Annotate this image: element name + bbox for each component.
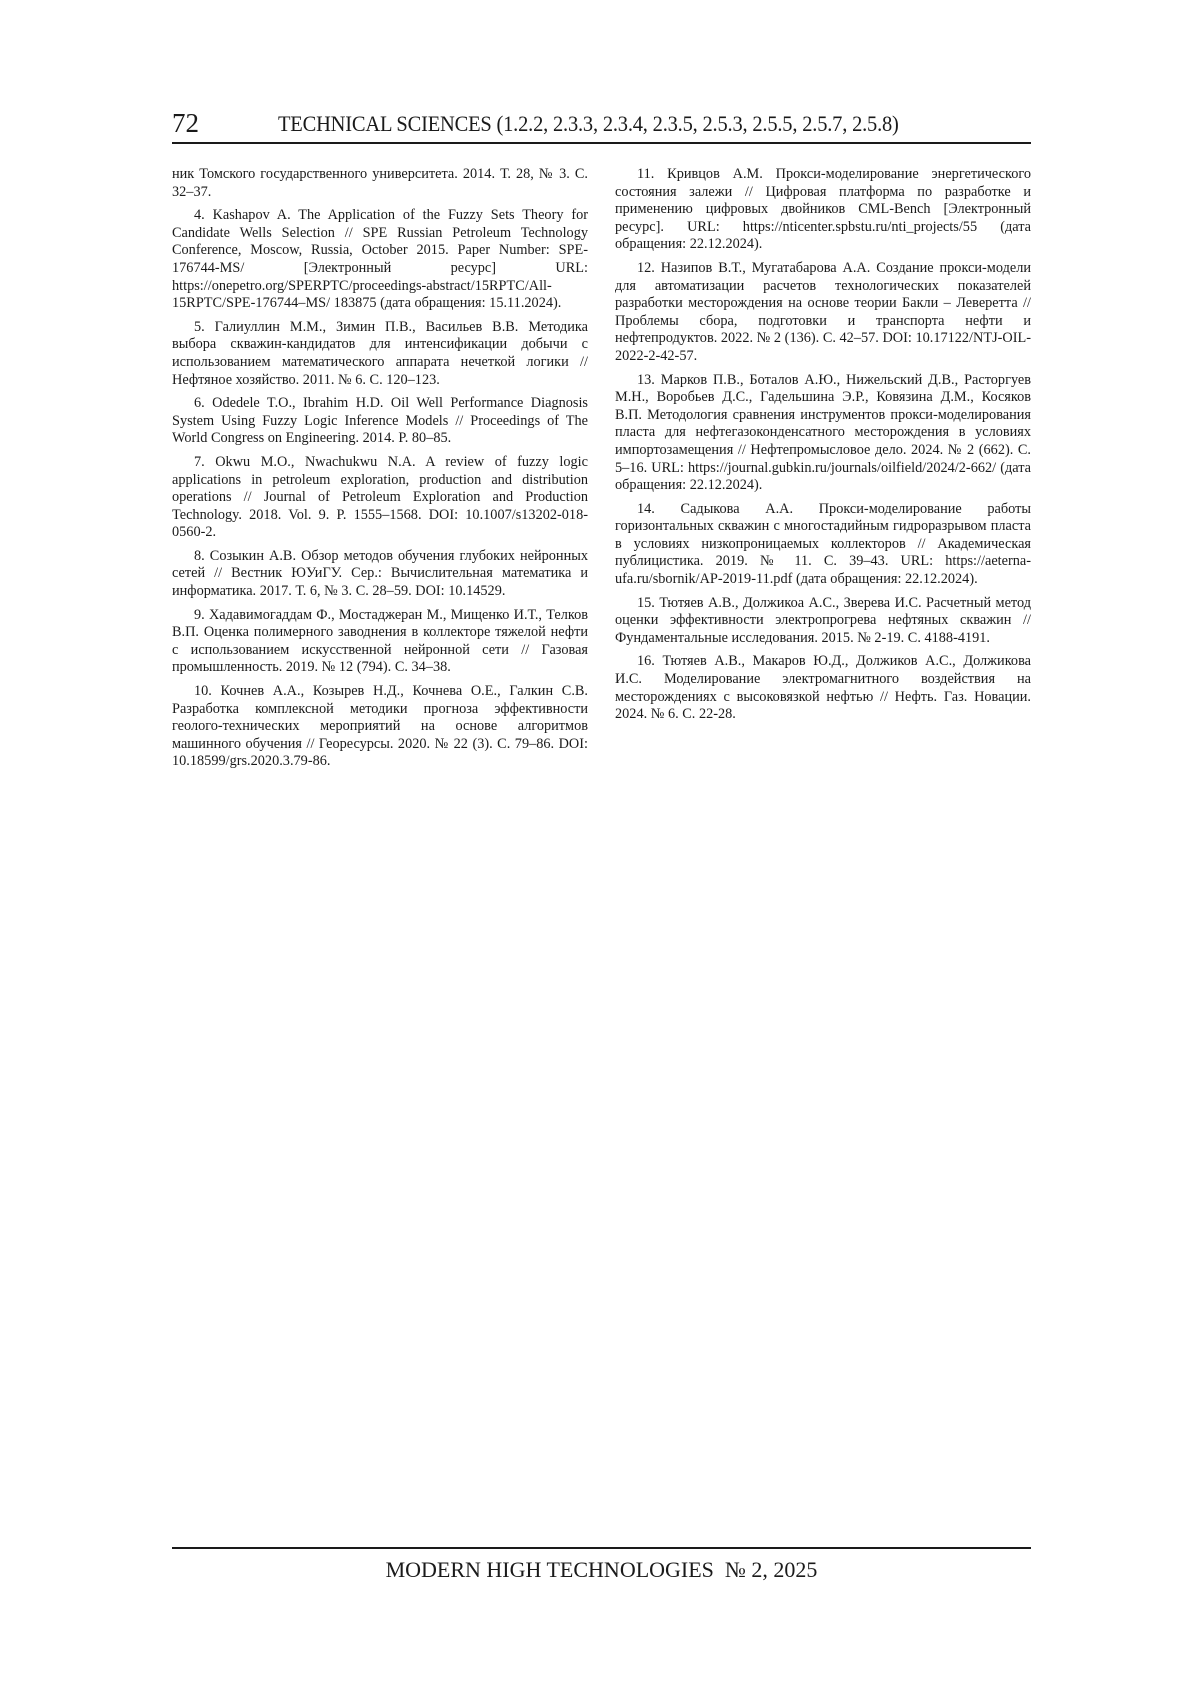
reference-item: 13. Марков П.В., Боталов А.Ю., Нижельский Д.В., Расторгуев М.Н., Воробьев Д.С., Гадельшина Э.Р., Ковязина Д.М., Косяков В.П. Методология сравнения инструментов прокси-моделирования пласта для нефтегазоконденсатного месторождения в условиях импортозамещения // Нефтепромысловое дело. 2024. № 2 (662). С. 5–16. URL: https://journal.gubkin.ru/journals/oilfield/2024/2-662/ (дата обращения: 22.12.2024). — [615, 371, 1031, 494]
section-title: TECHNICAL SCIENCES (1.2.2, 2.3.3, 2.3.4, 2.3.5, 2.5.3, 2.5.5, 2.5.7, 2.5.8) — [278, 111, 899, 136]
reference-item: 8. Созыкин А.В. Обзор методов обучения глубоких нейронных сетей // Вестник ЮУиГУ. Сер.: Вычислительная математика и информатика. 2017. Т. 6, № 3. С. 28–59. DOI: 10.14529. — [172, 547, 588, 600]
page-header — [172, 108, 1031, 144]
reference-item: 16. Тютяев А.В., Макаров Ю.Д., Должиков А.С., Должикова И.С. Моделирование электромагнитного воздействия на месторождениях с высоковязкой нефтью // Нефть. Газ. Новации. 2024. № 6. С. 22-28. — [615, 653, 1031, 723]
reference-item: 15. Тютяев А.В., Должикоа А.С., Зверева И.С. Расчетный метод оценки эффективности электропрогрева нефтяных скважин // Фундаментальные исследования. 2015. № 2-19. С. 4188-4191. — [615, 594, 1031, 646]
references-right-column — [615, 166, 1031, 730]
reference-item: ник Томского государственного университета. 2014. Т. 28, № 3. С. 32–37. — [172, 166, 588, 200]
references-left-column — [172, 166, 588, 777]
reference-item: 6. Odedele T.O., Ibrahim H.D. Oil Well Performance Diagnosis System Using Fuzzy Logic Inference Models // Proceedings of The World Congress on Engineering. 2014. P. 80–85. — [172, 395, 588, 447]
reference-item: 9. Хадавимогаддам Ф., Мостаджеран М., Мищенко И.Т., Телков В.П. Оценка полимерного заводнения в коллекторе тяжелой нефти с использованием искусственной нейронной сети // Газовая промышленность. 2019. № 12 (794). С. 34–38. — [172, 606, 588, 676]
reference-item: 4. Kashapov A. The Application of the Fuzzy Sets Theory for Candidate Wells Selection // SPE Russian Petroleum Technology Conference, Moscow, Russia, October 2015. Paper Number: SPE-176744-MS/ [Электронный ресурс] URL: https://onepetro.org/SPERPTC/proceedings-abstract/15RPTC/All-15RPTC/SPE-176744–MS/ 183875 (дата обращения: 15.11.2024). — [172, 207, 588, 312]
reference-item: 11. Кривцов А.М. Прокси-моделирование энергетического состояния залежи // Цифровая платформа по разработке и применению цифровых двойников CML-Bench [Электронный ресурс]. URL: https://nticenter.spbstu.ru/nti_projects/55 (дата обращения: 22.12.2024). — [615, 166, 1031, 253]
reference-item: 7. Okwu M.O., Nwachukwu N.A. A review of fuzzy logic applications in petroleum exploration, production and distribution operations // Journal of Petroleum Exploration and Production Technology. 2018. Vol. 9. P. 1555–1568. DOI: 10.1007/s13202-018-0560-2. — [172, 453, 588, 541]
page-number: 72 — [172, 108, 199, 138]
journal-name: MODERN HIGH TECHNOLOGIES № 2, 2025 — [385, 1557, 818, 1582]
reference-item: 5. Галиуллин М.М., Зимин П.В., Васильев В.В. Методика выбора скважин-кандидатов для интенсификации добычи с использованием математического аппарата нечеткой логики // Нефтяное хозяйство. 2011. № 6. С. 120–123. — [172, 318, 588, 388]
reference-item: 12. Назипов В.Т., Мугатабарова А.А. Создание прокси-модели для автоматизации расчетов технологических показателей разработки месторождения на основе теории Бакли – Леверетта // Проблемы сбора, подготовки и транспорта нефти и нефтепродуктов. 2022. № 2 (136). С. 42–57. DOI: 10.17122/NTJ-OIL-2022-2-42-57. — [615, 259, 1031, 364]
reference-item: 14. Садыкова А.А. Прокси-моделирование работы горизонтальных скважин с многостадийным гидроразрывом пласта в условиях низкопроницаемых коллекторов // Академическая публицистика. 2019. № 11. С. 39–43. URL: https://aeterna-ufa.ru/sbornik/AP-2019-11.pdf (дата обращения: 22.12.2024). — [615, 500, 1031, 588]
page-footer — [172, 1547, 1031, 1582]
reference-item: 10. Кочнев А.А., Козырев Н.Д., Кочнева О.Е., Галкин С.В. Разработка комплексной методики прогноза эффективности геолого-технических мероприятий на основе алгоритмов машинного обучения // Георесурсы. 2020. № 22 (3). С. 79–86. DOI: 10.18599/grs.2020.3.79-86. — [172, 683, 588, 770]
